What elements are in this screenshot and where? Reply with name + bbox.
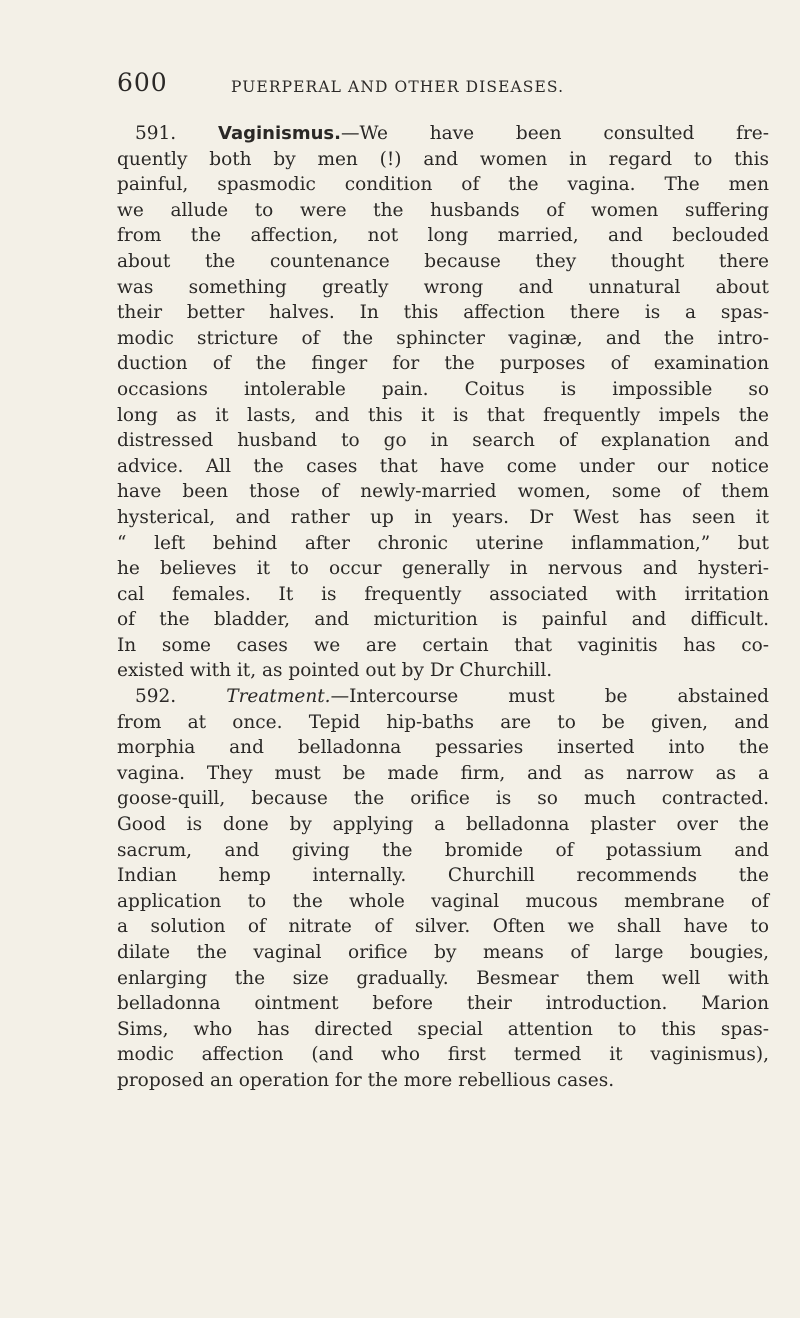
line-text: —We have been consulted fre- bbox=[340, 123, 769, 144]
paragraph-line: modic stricture of the sphincter vaginæ, and the intro- bbox=[117, 327, 769, 349]
paragraph-line: application to the whole vaginal mucous membrane of bbox=[117, 890, 769, 912]
paragraph-line: modic affection (and who first termed it vaginismus), bbox=[117, 1044, 769, 1066]
line-text: —Intercourse must be abstained bbox=[330, 686, 769, 708]
paragraph-line: was something greatly wrong and unnatural about bbox=[117, 276, 769, 298]
body-text bbox=[117, 121, 769, 1094]
paragraph-line: “ left behind after chronic uterine inflammation,” but bbox=[117, 532, 769, 554]
paragraph-line: from the affection, not long married, and beclouded bbox=[117, 225, 769, 247]
paragraph-line: from at once. Tepid hip-baths are to be given, and bbox=[117, 711, 769, 733]
paragraph-line bbox=[117, 684, 769, 710]
running-head-title: PUERPERAL AND OTHER DISEASES. bbox=[231, 78, 565, 96]
paragraph-line: cal females. It is frequently associated with irritation bbox=[117, 583, 769, 605]
page-number: 600 bbox=[117, 68, 168, 97]
paragraph-line: quently both by men (!) and women in regard to this bbox=[117, 148, 769, 170]
paragraph-line: sacrum, and giving the bromide of potassium and bbox=[117, 839, 769, 861]
paragraph-line: Sims, who has directed special attention to this spas- bbox=[117, 1018, 769, 1040]
paragraph-line: painful, spasmodic condition of the vagina. The men bbox=[117, 174, 769, 196]
paragraph-line: Good is done by applying a belladonna plaster over the bbox=[117, 814, 769, 836]
paragraph-line: enlarging the size gradually. Besmear them well with bbox=[117, 967, 769, 989]
paragraph-line: we allude to were the husbands of women suffering bbox=[117, 199, 769, 221]
paragraph-line bbox=[117, 121, 769, 147]
paragraph-line: hysterical, and rather up in years. Dr West has seen it bbox=[117, 506, 769, 528]
paragraph-line: distressed husband to go in search of explanation and bbox=[117, 430, 769, 452]
section-heading: Treatment. bbox=[226, 686, 331, 708]
paragraph-line: he believes it to occur generally in nervous and hysteri- bbox=[117, 558, 769, 580]
paragraph-line: dilate the vaginal orifice by means of large bougies, bbox=[117, 942, 769, 963]
section-number: 591. bbox=[135, 123, 177, 144]
paragraph-line: of the bladder, and micturition is painful and difficult. bbox=[117, 609, 769, 631]
paragraph-line: duction of the finger for the purposes of examination bbox=[117, 353, 769, 375]
paragraph-line: their better halves. In this affection there is a spas- bbox=[117, 302, 769, 324]
section-heading: Vaginismus. bbox=[218, 123, 341, 144]
paragraph-line: advice. All the cases that have come under our notice bbox=[117, 455, 769, 477]
paragraph-line: proposed an operation for the more rebellious cases. bbox=[117, 1069, 615, 1091]
running-head bbox=[117, 68, 757, 108]
paragraph-line: vagina. They must be made firm, and as narrow as a bbox=[117, 762, 769, 784]
paragraph-line: about the countenance because they thought there bbox=[117, 250, 769, 272]
paragraph-line: a solution of nitrate of silver. Often we shall have to bbox=[117, 916, 769, 938]
paragraph-line: long as it lasts, and this it is that frequently impels the bbox=[117, 404, 769, 426]
paragraph-line: belladonna ointment before their introduction. Marion bbox=[117, 993, 769, 1015]
section-number: 592. bbox=[135, 686, 177, 708]
paragraph-line: In some cases we are certain that vaginitis has co- bbox=[117, 634, 769, 656]
paragraph-line: Indian hemp internally. Churchill recommends the bbox=[117, 865, 769, 887]
paragraph-line: have been those of newly-married women, some of them bbox=[117, 481, 769, 503]
paragraph-line: morphia and belladonna pessaries inserted into the bbox=[117, 737, 769, 759]
paragraph-line: goose-quill, because the orifice is so much contracted. bbox=[117, 788, 769, 810]
paragraph-line: existed with it, as pointed out by Dr Churchill. bbox=[117, 660, 553, 682]
paragraph-line: occasions intolerable pain. Coitus is impossible so bbox=[117, 378, 769, 400]
